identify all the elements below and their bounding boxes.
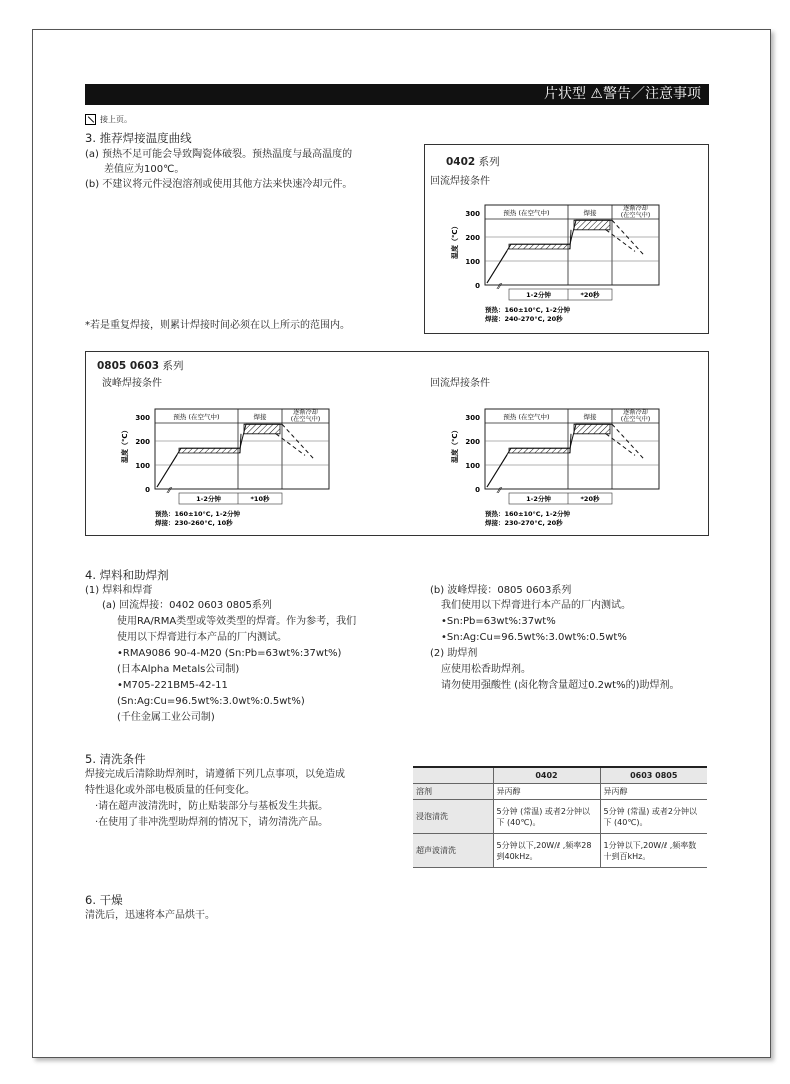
y-tick-label: 200 (465, 234, 480, 242)
profile-peak-lower (570, 434, 571, 453)
table-cell: 异丙醇 (600, 784, 707, 800)
y-axis-label: 温度（℃） (121, 426, 129, 463)
sec3-line-a2: 差值应为100℃。 (104, 164, 185, 175)
cleaning-table (413, 766, 707, 868)
chart-note-soldering: 焊接：240-270°C, 20秒 (485, 315, 563, 323)
cooling-line-lower (606, 230, 635, 252)
y-tick-label: 300 (135, 414, 150, 422)
profile-peak-lower (570, 230, 571, 249)
y-tick-label: 0 (145, 486, 150, 494)
continued-text: 接上页。 (100, 115, 132, 124)
y-tick-label: 0 (475, 282, 480, 290)
continued-icon (85, 114, 96, 125)
zone-label-soldering: 焊接 (583, 413, 597, 421)
chart-0402 (447, 195, 672, 330)
sec3-line-b: (b) 不建议将元件浸泡溶剂或使用其他方法来快速冷却元件。 (85, 179, 353, 190)
sec6-title: 6. 干燥 (85, 893, 123, 907)
sec4-sub1a-title: (a) 回流焊接：0402 0603 0805系列 (102, 600, 272, 611)
sec5-title: 5. 清洗条件 (85, 752, 146, 766)
y-tick-label: 100 (135, 462, 150, 470)
zone-label-cooling: 逐渐冷却 (623, 409, 648, 416)
zone-label-cooling: 逐渐冷却 (293, 409, 318, 416)
cooling-line (612, 424, 645, 460)
sec3-line-a: (a) 预热不足可能会导致陶瓷体破裂。预热温度与最高温度的 (85, 149, 353, 160)
preheat-band (509, 448, 570, 453)
time-label-soldering: *20秒 (580, 495, 600, 503)
sec4-sub1a-line: (Sn:Ag:Cu=96.5wt%:3.0wt%:0.5wt%) (117, 696, 305, 707)
zone-label-soldering: 焊接 (583, 209, 597, 217)
table-cell: 1分钟以下,20W/ℓ ,频率数十到百kHz。 (600, 834, 707, 868)
sec4-sub1a-line: •RMA9086 90-4-M20 (Sn:Pb=63wt%:37wt%) (117, 648, 342, 659)
sec4-sub1b-line: •Sn:Pb=63wt%:37wt% (441, 616, 556, 627)
table-cell: 异丙醇 (493, 784, 600, 800)
cooling-line (612, 220, 645, 256)
y-tick-label: 300 (465, 210, 480, 218)
sec4-sub2-line: 请勿使用强酸性 (卤化物含量超过0.2wt%的)助焊剂。 (441, 680, 680, 691)
sec4-sub1a-line: (千住金属工业公司制) (117, 712, 215, 723)
table-row-label: 溶剂 (413, 784, 493, 800)
y-tick-label: 0 (475, 486, 480, 494)
box0805-series: 0805 0603 系列 (97, 360, 184, 372)
chart-note-preheat: 预热：160±10°C, 1-2分钟 (485, 510, 571, 518)
table-row (413, 784, 707, 800)
cooling-line-lower (606, 434, 635, 456)
axis-break: ⁄⁄ (168, 486, 171, 495)
sec4-sub1a-line: 使用以下焊膏进行本产品的厂内测试。 (117, 632, 287, 643)
chart-wave (117, 399, 342, 531)
sec4-sub1a-line: 使用RA/RMA类型或等效类型的焊膏。作为参考，我们 (117, 616, 357, 627)
profile-peak-lower (240, 434, 241, 453)
sec4-sub1a-line: •M705-221BM5-42-11 (117, 680, 228, 691)
sec5-line: 特性退化或外部电极质量的任何变化。 (85, 785, 255, 796)
chart-note-soldering: 焊接：230-260°C, 10秒 (155, 519, 233, 527)
time-label-preheat: 1-2分钟 (526, 495, 551, 503)
solder-band (244, 424, 280, 434)
y-tick-label: 100 (465, 258, 480, 266)
y-tick-label: 200 (465, 438, 480, 446)
sec6-text: 清洗后，迅速将本产品烘干。 (85, 910, 215, 921)
table-header-cell: 0603 0805 (600, 767, 707, 784)
sec4-sub1: (1) 焊料和焊膏 (85, 585, 153, 596)
time-label-preheat: 1-2分钟 (526, 291, 551, 299)
table-row (413, 800, 707, 834)
sec4-sub2: (2) 助焊剂 (430, 648, 478, 659)
axis-break: ⁄⁄ (498, 282, 501, 291)
cooling-line (282, 424, 315, 460)
preheat-band (179, 448, 240, 453)
table-cell: 5分钟 (常温) 或者2分钟以下 (40℃)。 (493, 800, 600, 834)
page-header (85, 84, 709, 105)
profile-line-lower (157, 455, 177, 487)
solder-band (574, 220, 610, 230)
table-cell: 5分钟以下,20W/ℓ ,频率28到40kHz。 (493, 834, 600, 868)
profile-line-lower (487, 455, 507, 487)
sec5-line: ·在使用了非冲洗型助焊剂的情况下，请勿清洗产品。 (95, 817, 329, 828)
table-cell: 5分钟 (常温) 或者2分钟以下 (40℃)。 (600, 800, 707, 834)
sec5-line: 焊接完成后清除助焊剂时，请遵循下列几点事项，以免造成 (85, 769, 345, 780)
preheat-band (509, 244, 570, 249)
sec4-sub1b-line: 我们使用以下焊膏进行本产品的厂内测试。 (441, 600, 631, 611)
sec5-line: ·请在超声波清洗时，防止贴装部分与基板发生共振。 (95, 801, 329, 812)
box0805-right-subtitle: 回流焊接条件 (430, 378, 490, 389)
chart-note-soldering: 焊接：230-270°C, 20秒 (485, 519, 563, 527)
zone-label-preheat: 预热 (在空气中) (173, 413, 220, 421)
header-title: 片状型 ⚠警告／注意事项 (543, 86, 701, 102)
y-axis-label: 温度（℃） (451, 222, 459, 259)
y-axis-label: 温度（℃） (451, 426, 459, 463)
solder-band (574, 424, 610, 434)
profile-line-lower (487, 251, 507, 283)
sec4-sub1b-line: •Sn:Ag:Cu=96.5wt%:3.0wt%:0.5wt% (441, 632, 627, 643)
time-label-soldering: *10秒 (250, 495, 270, 503)
y-tick-label: 300 (465, 414, 480, 422)
y-tick-label: 200 (135, 438, 150, 446)
box0402-subtitle: 回流焊接条件 (430, 176, 490, 187)
zone-label-soldering: 焊接 (253, 413, 267, 421)
sec3-title: 3. 推荐焊接温度曲线 (85, 131, 192, 145)
table-row (413, 834, 707, 868)
continued-note (85, 112, 132, 128)
zone-label-cooling-air: (在空气中) (620, 416, 651, 423)
table-row-label: 超声波清洗 (413, 834, 493, 868)
sec4-title: 4. 焊料和助焊剂 (85, 568, 169, 582)
table-row-label: 浸泡清洗 (413, 800, 493, 834)
sec4-sub1b-title: (b) 波峰焊接：0805 0603系列 (430, 585, 572, 596)
table-header-row (413, 767, 707, 784)
sec3-note: *若是重复焊接，则累计焊接时间必须在以上所示的范围内。 (85, 320, 350, 331)
zone-label-preheat: 预热 (在空气中) (503, 209, 550, 217)
time-label-soldering: *20秒 (580, 291, 600, 299)
cooling-line-lower (276, 434, 305, 456)
y-tick-label: 100 (465, 462, 480, 470)
chart-note-preheat: 预热：160±10°C, 1-2分钟 (485, 306, 571, 314)
axis-break: ⁄⁄ (498, 486, 501, 495)
table-header-cell: 0402 (493, 767, 600, 784)
chart-reflow (447, 399, 672, 531)
table-header-cell (413, 767, 493, 784)
zone-label-cooling-air: (在空气中) (290, 416, 321, 423)
box0402-series: 0402 系列 (446, 156, 500, 168)
time-label-preheat: 1-2分钟 (196, 495, 221, 503)
sec4-sub1a-line: (日本Alpha Metals公司制) (117, 664, 240, 675)
zone-label-cooling: 逐渐冷却 (623, 205, 648, 212)
zone-label-preheat: 预热 (在空气中) (503, 413, 550, 421)
box0805-left-subtitle: 波峰焊接条件 (102, 378, 162, 389)
zone-label-cooling-air: (在空气中) (620, 212, 651, 219)
sec4-sub2-line: 应使用松香助焊剂。 (441, 664, 531, 675)
chart-note-preheat: 预热：160±10°C, 1-2分钟 (155, 510, 241, 518)
